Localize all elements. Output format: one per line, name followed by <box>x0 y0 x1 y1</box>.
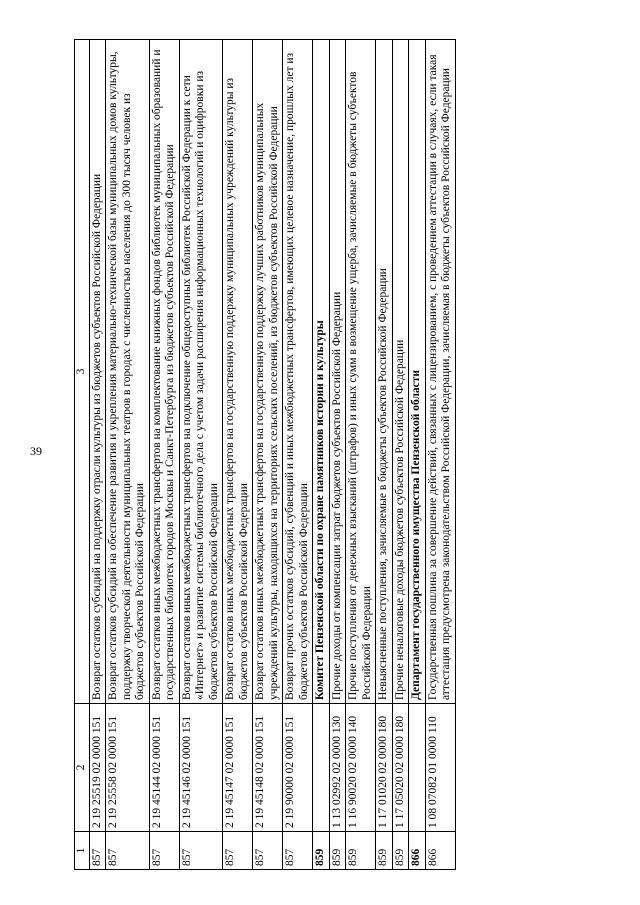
revenue-code-cell: 2 19 45144 02 0000 151 <box>149 704 179 832</box>
admin-code-cell: 859 <box>392 832 409 870</box>
table-row <box>283 40 313 870</box>
table-row <box>223 40 253 870</box>
revenue-codes-table <box>74 39 456 870</box>
description-cell: Департамент государственного имущества Пензенской области <box>409 40 426 704</box>
table-row <box>253 40 283 870</box>
table-header-row <box>75 40 90 870</box>
revenue-code-cell: 1 16 90020 02 0000 140 <box>346 704 376 832</box>
admin-code-cell: 859 <box>346 832 376 870</box>
revenue-code-cell: 2 19 45147 02 0000 151 <box>223 704 253 832</box>
description-cell: Государственная пошлина за совершение действий, связанных с лицензированием, с проведением аттестации в случаях, если такая аттестация предусмотрена законодательством Российской Федерации, зачисляемая в бюджеты субъектов Российской Федерации <box>425 40 455 704</box>
revenue-code-cell: 1 17 05020 02 0000 180 <box>392 704 409 832</box>
revenue-code-cell: 1 17 01020 02 0000 180 <box>376 704 393 832</box>
table-row <box>425 40 455 870</box>
description-cell: Возврат остатков иных межбюджетных трансфертов на подключение общедоступных библиотек Российской Федерации к сети «Интернет» и развитие системы библиотечного дела с учетом задачи расширения информационных технологий и оцифровки из бюджетов субъектов Российской Федерации <box>179 40 223 704</box>
description-cell: Возврат остатков иных межбюджетных трансфертов на комплектование книжных фондов библиотек муниципальных образований и государственных библиотек городов Москвы и Санкт-Петербурга из бюджетов субъектов Российской Федерации <box>149 40 179 704</box>
revenue-code-cell: 2 19 45148 02 0000 151 <box>253 704 283 832</box>
admin-code-cell: 857 <box>253 832 283 870</box>
revenue-code-cell: 1 08 07082 01 0000 110 <box>425 704 455 832</box>
admin-code-cell: 857 <box>283 832 313 870</box>
document-sheet <box>74 40 539 870</box>
admin-code-cell: 866 <box>409 832 426 870</box>
admin-code-cell: 857 <box>149 832 179 870</box>
table-row <box>179 40 223 870</box>
admin-code-cell: 866 <box>425 832 455 870</box>
description-cell: Комитет Пензенской области по охране памятников истории и культуры <box>313 40 330 704</box>
revenue-code-cell: 2 19 90000 02 0000 151 <box>283 704 313 832</box>
table-row <box>329 40 346 870</box>
column-header-1: 1 <box>75 832 90 870</box>
admin-code-cell: 857 <box>223 832 253 870</box>
description-cell: Возврат остатков иных межбюджетных трансфертов на государственную поддержку лучших работников муниципальных учреждений культуры, находящихся на территориях сельских поселений, из бюджетов субъектов Российской Федерации <box>253 40 283 704</box>
column-header-3: 3 <box>75 40 90 704</box>
table-row <box>89 40 106 870</box>
table-row <box>392 40 409 870</box>
revenue-code-cell <box>313 704 330 832</box>
admin-code-cell: 857 <box>89 832 106 870</box>
table-row <box>376 40 393 870</box>
description-cell: Возврат прочих остатков субсидий, субвенций и иных межбюджетных трансфертов, имеющих целевое назначение, прошлых лет из бюджетов субъектов Российской Федерации <box>283 40 313 704</box>
admin-code-cell: 859 <box>376 832 393 870</box>
revenue-code-cell <box>409 704 426 832</box>
section-header-row <box>409 40 426 870</box>
table-row <box>149 40 179 870</box>
revenue-code-cell: 1 13 02992 02 0000 130 <box>329 704 346 832</box>
admin-code-cell: 859 <box>313 832 330 870</box>
table-row <box>106 40 150 870</box>
admin-code-cell: 859 <box>329 832 346 870</box>
description-cell: Прочие неналоговые доходы бюджетов субъектов Российской Федерации <box>392 40 409 704</box>
revenue-code-cell: 2 19 25519 02 0000 151 <box>89 704 106 832</box>
description-cell: Возврат остатков субсидий на поддержку отрасли культуры из бюджетов субъектов Российской Федерации <box>89 40 106 704</box>
description-cell: Прочие поступления от денежных взысканий (штрафов) и иных сумм в возмещение ущерба, зачисляемые в бюджеты субъектов Российской Федерации <box>346 40 376 704</box>
table-row <box>346 40 376 870</box>
admin-code-cell: 857 <box>106 832 150 870</box>
page-number: 39 <box>30 444 42 458</box>
description-cell: Возврат остатков субсидий на обеспечение развития и укрепления материально-технической базы муниципальных домов культуры, поддержку творческой деятельности муниципальных театров в городах с численностью населения до 300 тысяч человек из бюджетов субъектов Российской Федерации <box>106 40 150 704</box>
revenue-code-cell: 2 19 45146 02 0000 151 <box>179 704 223 832</box>
description-cell: Возврат остатков иных межбюджетных трансфертов на государственную поддержку муниципальных учреждений культуры из бюджетов субъектов Российской Федерации <box>223 40 253 704</box>
column-header-2: 2 <box>75 704 90 832</box>
admin-code-cell: 857 <box>179 832 223 870</box>
revenue-code-cell: 2 19 25558 02 0000 151 <box>106 704 150 832</box>
description-cell: Прочие доходы от компенсации затрат бюджетов субъектов Российской Федерации <box>329 40 346 704</box>
section-header-row <box>313 40 330 870</box>
description-cell: Невыясненные поступления, зачисляемые в бюджеты субъектов Российской Федерации <box>376 40 393 704</box>
